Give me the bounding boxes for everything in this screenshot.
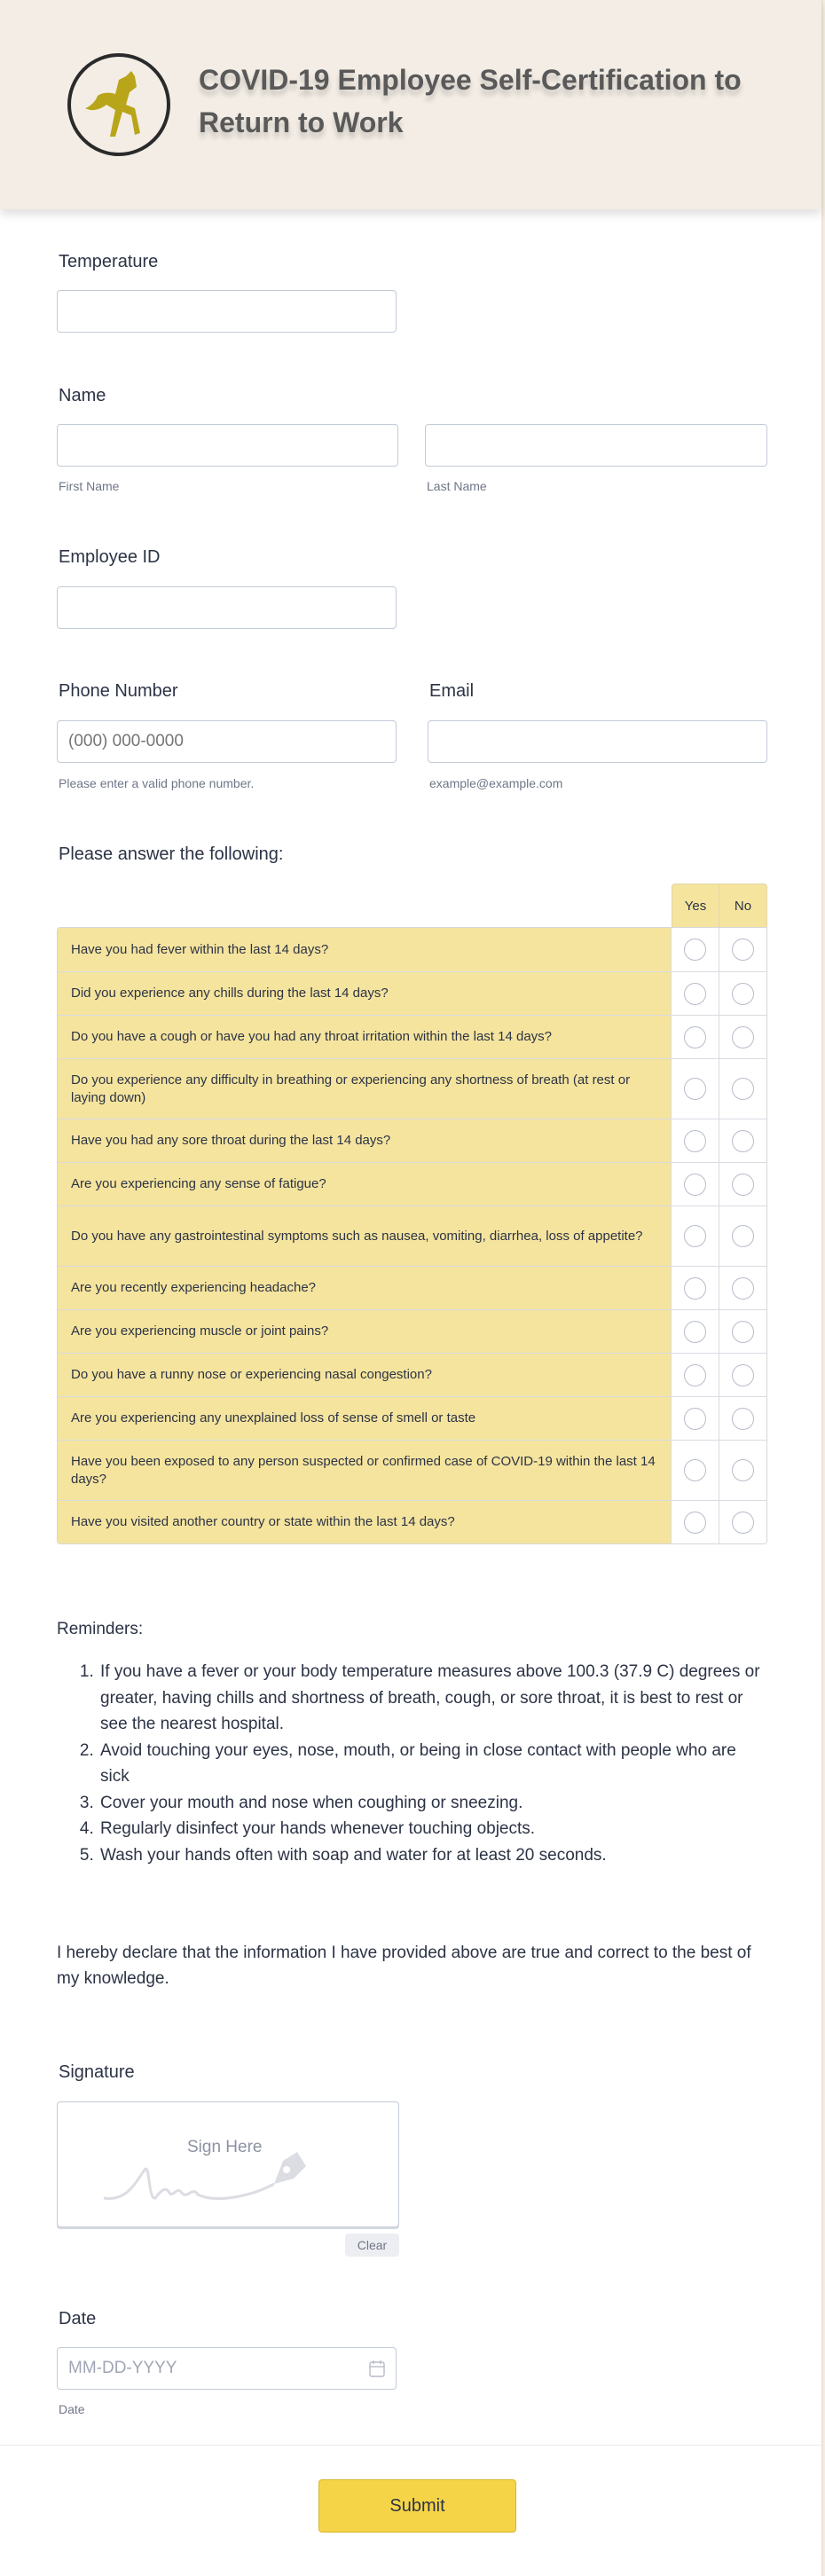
employee-id-label: Employee ID [59,547,161,567]
divider [0,2445,823,2446]
radio-no[interactable] [732,1026,754,1048]
email-input[interactable] [428,720,767,763]
radio-yes[interactable] [684,1277,706,1300]
matrix-cell-no [719,1206,766,1266]
form-header [0,0,821,209]
temperature-input[interactable] [57,290,397,333]
horse-logo-icon [64,50,174,160]
radio-no[interactable] [732,1078,754,1100]
matrix-question: Have you had any sore throat during the last 14 days? [58,1119,671,1162]
matrix-cell-yes [671,972,719,1015]
matrix-cell-no [719,1310,766,1353]
matrix-cell-yes [671,1059,719,1119]
radio-no[interactable] [732,1130,754,1152]
matrix-row [58,1440,766,1500]
radio-no[interactable] [732,1512,754,1534]
column-no: No [719,884,767,927]
date-input[interactable] [57,2347,397,2390]
radio-yes[interactable] [684,983,706,1005]
matrix-question: Do you have a runny nose or experiencing nasal congestion? [58,1354,671,1396]
reminder-item: 3. Cover your mouth and nose when coughing or sneezing. [98,1790,766,1817]
matrix-cell-yes [671,1206,719,1266]
signature-pen-icon [100,2147,366,2209]
matrix-row [58,1500,766,1543]
matrix-label: Please answer the following: [59,844,284,864]
matrix-cell-no [719,1163,766,1206]
email-sublabel: example@example.com [429,776,563,790]
date-placeholder: MM-DD-YYYY [68,2359,177,2377]
matrix-question: Are you experiencing any sense of fatigue? [58,1163,671,1206]
matrix-cell-no [719,972,766,1015]
radio-yes[interactable] [684,1026,706,1048]
name-label: Name [59,386,106,405]
matrix-row [58,971,766,1015]
matrix-cell-yes [671,1501,719,1543]
matrix-row [58,1015,766,1058]
matrix-question: Have you been exposed to any person suspected or confirmed case of COVID-19 within the last 14 days? [58,1441,671,1500]
matrix-row [58,1206,766,1266]
employee-id-input[interactable] [57,586,397,629]
date-sublabel: Date [59,2402,85,2416]
radio-no[interactable] [732,1408,754,1430]
matrix-body [57,927,767,1544]
matrix-cell-no [719,1119,766,1162]
clear-signature-button[interactable]: Clear [345,2234,399,2257]
radio-yes[interactable] [684,1078,706,1100]
radio-no[interactable] [732,1225,754,1247]
matrix-question: Are you experiencing any unexplained loss of sense of smell or taste [58,1397,671,1440]
matrix-cell-no [719,928,766,971]
first-name-input[interactable] [57,424,398,467]
matrix-cell-yes [671,1441,719,1500]
matrix-row [58,1396,766,1440]
first-name-sublabel: First Name [59,479,120,493]
matrix-cell-no [719,1441,766,1500]
reminder-item: 2. Avoid touching your eyes, nose, mouth, or being in close contact with people who are sick [98,1738,766,1790]
matrix-cell-yes [671,1119,719,1162]
matrix-cell-yes [671,928,719,971]
email-label: Email [429,681,475,701]
matrix-row [58,1353,766,1396]
matrix-row [58,928,766,971]
matrix-cell-no [719,1016,766,1058]
matrix-question: Did you experience any chills during the last 14 days? [58,972,671,1015]
matrix-row [58,1266,766,1309]
radio-yes[interactable] [684,1174,706,1196]
signature-pad[interactable] [57,2101,399,2227]
radio-yes[interactable] [684,1321,706,1343]
radio-no[interactable] [732,1321,754,1343]
matrix-row [58,1058,766,1119]
form-title: COVID-19 Employee Self-Certification to Return to Work [199,64,742,138]
signature-label: Signature [59,2062,135,2082]
radio-yes[interactable] [684,1408,706,1430]
matrix-header [672,884,767,927]
radio-yes[interactable] [684,1364,706,1386]
phone-input[interactable] [57,720,397,763]
temperature-label: Temperature [59,252,159,271]
matrix-question: Do you have a cough or have you had any throat irritation within the last 14 days? [58,1016,671,1058]
matrix-question: Have you had fever within the last 14 days? [58,928,671,971]
matrix-cell-no [719,1267,766,1309]
radio-no[interactable] [732,1277,754,1300]
matrix-cell-yes [671,1163,719,1206]
radio-no[interactable] [732,1459,754,1481]
radio-no[interactable] [732,1174,754,1196]
matrix-cell-yes [671,1397,719,1440]
matrix-question: Are you experiencing muscle or joint pains? [58,1310,671,1353]
date-label: Date [59,2309,97,2329]
matrix-row [58,1119,766,1162]
matrix-cell-no [719,1059,766,1119]
matrix-cell-yes [671,1016,719,1058]
reminders-title: Reminders: [57,1620,144,1638]
phone-label: Phone Number [59,681,178,701]
radio-no[interactable] [732,939,754,961]
radio-no[interactable] [732,983,754,1005]
last-name-sublabel: Last Name [427,479,487,493]
radio-yes[interactable] [684,1459,706,1481]
radio-yes[interactable] [684,1225,706,1247]
matrix-cell-yes [671,1310,719,1353]
calendar-icon[interactable] [369,2360,385,2377]
matrix-question: Do you have any gastrointestinal symptoms such as nausea, vomiting, diarrhea, loss of appetite? [58,1206,671,1266]
reminder-item: 4. Regularly disinfect your hands whenever touching objects. [98,1816,766,1842]
matrix-row [58,1162,766,1206]
matrix-question: Do you experience any difficulty in breathing or experiencing any shortness of breath (at rest or laying down) [58,1059,671,1119]
matrix-cell-no [719,1397,766,1440]
radio-yes[interactable] [684,1130,706,1152]
last-name-input[interactable] [425,424,767,467]
matrix-cell-yes [671,1354,719,1396]
radio-no[interactable] [732,1364,754,1386]
matrix-cell-no [719,1354,766,1396]
phone-sublabel: Please enter a valid phone number. [59,776,255,790]
reminders-section [57,1620,766,1868]
radio-yes[interactable] [684,1512,706,1534]
matrix-question: Have you visited another country or state within the last 14 days? [58,1501,671,1543]
declaration-text: I hereby declare that the information I have provided above are true and correct to the best of my knowledge. [57,1944,751,1988]
matrix-cell-yes [671,1267,719,1309]
matrix-cell-no [719,1501,766,1543]
column-yes: Yes [672,884,719,927]
reminder-item: 5. Wash your hands often with soap and water for at least 20 seconds. [98,1842,766,1869]
matrix-row [58,1309,766,1353]
matrix-question: Are you recently experiencing headache? [58,1267,671,1309]
radio-yes[interactable] [684,939,706,961]
reminder-item: 1. If you have a fever or your body temperature measures above 100.3 (37.9 C) degrees or greater, having chills and shortness of breath, cough, or sore throat, it is best to rest or see the nearest hospital. [98,1659,766,1738]
submit-button[interactable]: Submit [318,2479,516,2533]
sign-here-hint: Sign Here [187,2138,263,2156]
